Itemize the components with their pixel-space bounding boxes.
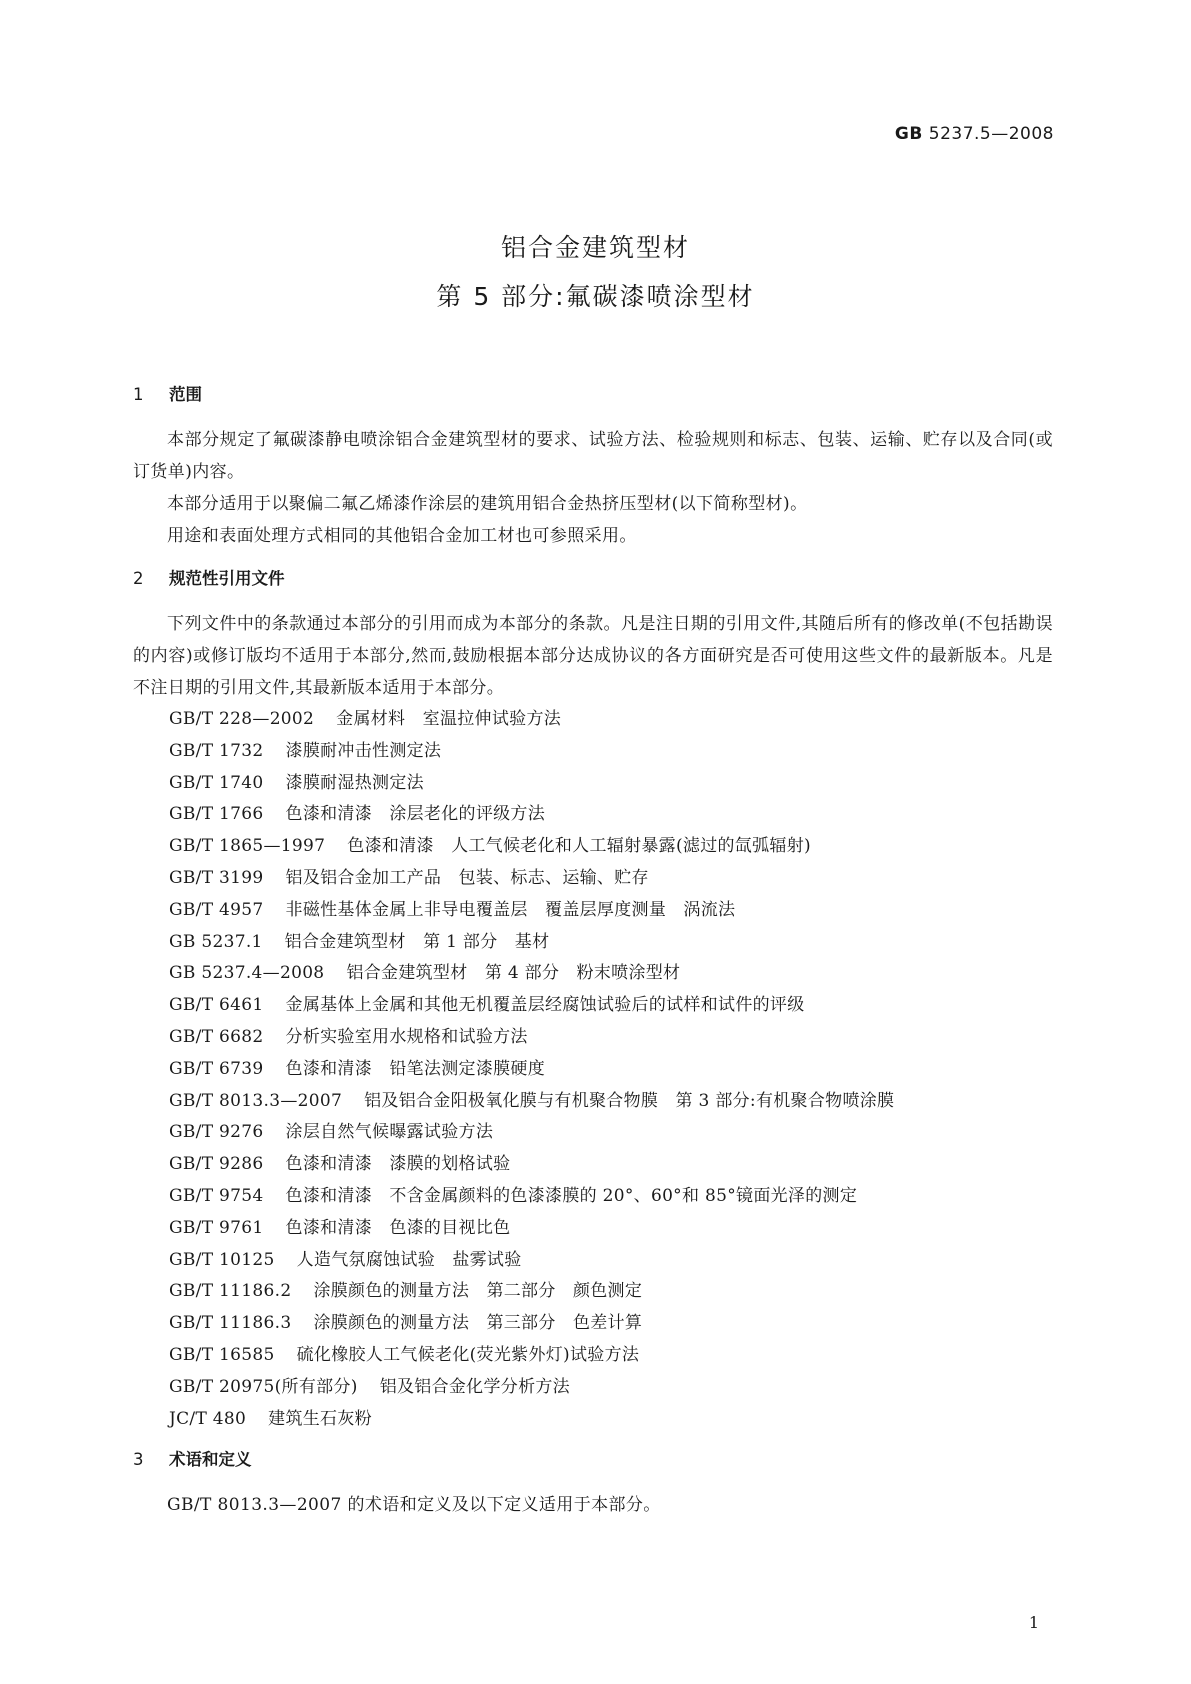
reference-code: GB/T 8013.3—2007 (169, 1090, 343, 1111)
reference-code: GB/T 228—2002 (169, 709, 315, 729)
reference-title: 铝及铝合金加工产品 包装、标志、运输、贮存 (285, 867, 649, 888)
reference-code: GB/T 11186.3 (169, 1313, 292, 1334)
reference-title: 铝合金建筑型材 第 4 部分 粉末喷涂型材 (346, 963, 681, 984)
section-2-heading (133, 564, 1053, 594)
reference-item (133, 1245, 1053, 1277)
reference-item (133, 895, 1053, 927)
reference-title: 人造气氛腐蚀试验 盐雾试验 (296, 1249, 522, 1270)
reference-item (133, 990, 1053, 1022)
doc-code-number: 5237.5—2008 (928, 124, 1054, 144)
reference-code: GB/T 6461 (169, 995, 264, 1016)
reference-code: GB/T 16585 (169, 1344, 275, 1365)
reference-title: 建筑生石灰粉 (268, 1408, 372, 1429)
reference-item (133, 1340, 1053, 1372)
reference-title: 铝合金建筑型材 第 1 部分 基材 (284, 931, 550, 952)
reference-code: GB/T 11186.2 (169, 1281, 292, 1302)
section-number: 3 (133, 1450, 144, 1470)
reference-item (133, 831, 1053, 863)
reference-title: 色漆和清漆 漆膜的划格试验 (285, 1154, 511, 1175)
reference-item (133, 799, 1053, 831)
reference-title: 漆膜耐冲击性测定法 (285, 740, 442, 761)
reference-title: 金属材料 室温拉伸试验方法 (336, 709, 562, 729)
paragraph: GB/T 8013.3—2007 的术语和定义及以下定义适用于本部分。 (167, 1495, 661, 1516)
reference-title: 色漆和清漆 铅笔法测定漆膜硬度 (285, 1058, 546, 1079)
reference-title: 金属基体上金属和其他无机覆盖层经腐蚀试验后的试样和试件的评级 (285, 995, 805, 1016)
reference-title: 涂膜颜色的测量方法 第三部分 色差计算 (313, 1313, 643, 1334)
reference-code: GB/T 9754 (169, 1185, 264, 1206)
reference-item (133, 1022, 1053, 1054)
paragraph: 本部分适用于以聚偏二氟乙烯漆作涂层的建筑用铝合金热挤压型材(以下简称型材)。 (167, 494, 808, 514)
reference-code: GB/T 1865—1997 (169, 836, 326, 857)
reference-title: 铝及铝合金化学分析方法 (379, 1376, 570, 1397)
reference-code: GB/T 10125 (169, 1249, 275, 1270)
section-number: 1 (133, 385, 144, 404)
reference-item (133, 1404, 1053, 1436)
reference-item (133, 958, 1053, 990)
paragraph: 用途和表面处理方式相同的其他铝合金加工材也可参照采用。 (167, 526, 637, 546)
reference-item (133, 1086, 1053, 1118)
reference-item (133, 1117, 1053, 1149)
reference-item (133, 768, 1053, 800)
reference-list (133, 704, 1053, 1435)
reference-title: 涂层自然气候曝露试验方法 (285, 1122, 494, 1143)
document-code (895, 124, 1054, 144)
reference-title: 铝及铝合金阳极氧化膜与有机聚合物膜 第 3 部分:有机聚合物喷涂膜 (364, 1090, 895, 1111)
reference-code: GB/T 9276 (169, 1122, 264, 1143)
section-title: 规范性引用文件 (169, 569, 285, 588)
reference-title: 硫化橡胶人工气候老化(荧光紫外灯)试验方法 (296, 1344, 640, 1365)
reference-code: GB/T 20975(所有部分) (169, 1376, 358, 1397)
reference-item (133, 1181, 1053, 1213)
reference-title: 色漆和清漆 涂层老化的评级方法 (285, 804, 546, 825)
reference-code: GB/T 1766 (169, 804, 264, 825)
document-body (133, 380, 1053, 1521)
reference-item (133, 1276, 1053, 1308)
reference-title: 非磁性基体金属上非导电覆盖层 覆盖层厚度测量 涡流法 (285, 899, 736, 920)
reference-title: 色漆和清漆 不含金属颜料的色漆漆膜的 20°、60°和 85°镜面光泽的测定 (285, 1185, 858, 1206)
reference-code: GB/T 4957 (169, 899, 264, 920)
paragraph: 本部分规定了氟碳漆静电喷涂铝合金建筑型材的要求、试验方法、检验规则和标志、包装、运输、贮存以及合同(或订货单)内容。 (133, 430, 1053, 482)
reference-code: GB/T 1740 (169, 772, 264, 793)
section-3-heading (133, 1445, 1053, 1475)
section-title: 范围 (169, 385, 202, 404)
reference-item (133, 1308, 1053, 1340)
reference-title: 漆膜耐湿热测定法 (285, 772, 424, 793)
reference-code: JC/T 480 (169, 1408, 247, 1429)
reference-code: GB/T 9286 (169, 1154, 264, 1175)
reference-item (133, 1213, 1053, 1245)
reference-item (133, 927, 1053, 959)
reference-title: 色漆和清漆 色漆的目视比色 (285, 1217, 511, 1238)
document-title: 铝合金建筑型材 (500, 233, 690, 262)
reference-code: GB/T 9761 (169, 1217, 264, 1238)
doc-code-prefix: GB (894, 124, 923, 144)
reference-item (133, 863, 1053, 895)
section-number: 2 (133, 569, 144, 588)
reference-item (133, 1054, 1053, 1086)
reference-item (133, 704, 1053, 736)
reference-item (133, 1372, 1053, 1404)
reference-title: 色漆和清漆 人工气候老化和人工辐射暴露(滤过的氙弧辐射) (347, 836, 811, 857)
reference-item (133, 736, 1053, 768)
reference-code: GB/T 6739 (169, 1058, 264, 1079)
reference-code: GB/T 6682 (169, 1026, 264, 1047)
reference-title: 分析实验室用水规格和试验方法 (285, 1026, 528, 1047)
document-subtitle: 第 5 部分:氟碳漆喷涂型材 (436, 282, 755, 311)
reference-code: GB 5237.1 (169, 931, 263, 952)
reference-code: GB 5237.4—2008 (169, 963, 325, 984)
reference-code: GB/T 3199 (169, 867, 264, 888)
reference-code: GB/T 1732 (169, 740, 264, 761)
paragraph: 下列文件中的条款通过本部分的引用而成为本部分的条款。凡是注日期的引用文件,其随后所有的修改单(不包括勘误的内容)或修订版均不适用于本部分,然而,鼓励根据本部分达成协议的各方面研究是否可使用这些文件的最新版本。凡是不注日期的引用文件,其最新版本适用于本部分。 (133, 614, 1053, 698)
page-number: 1 (1028, 1613, 1039, 1632)
section-1-heading (133, 380, 1053, 410)
reference-title: 涂膜颜色的测量方法 第二部分 颜色测定 (313, 1281, 643, 1302)
section-title: 术语和定义 (169, 1450, 252, 1470)
reference-item (133, 1149, 1053, 1181)
